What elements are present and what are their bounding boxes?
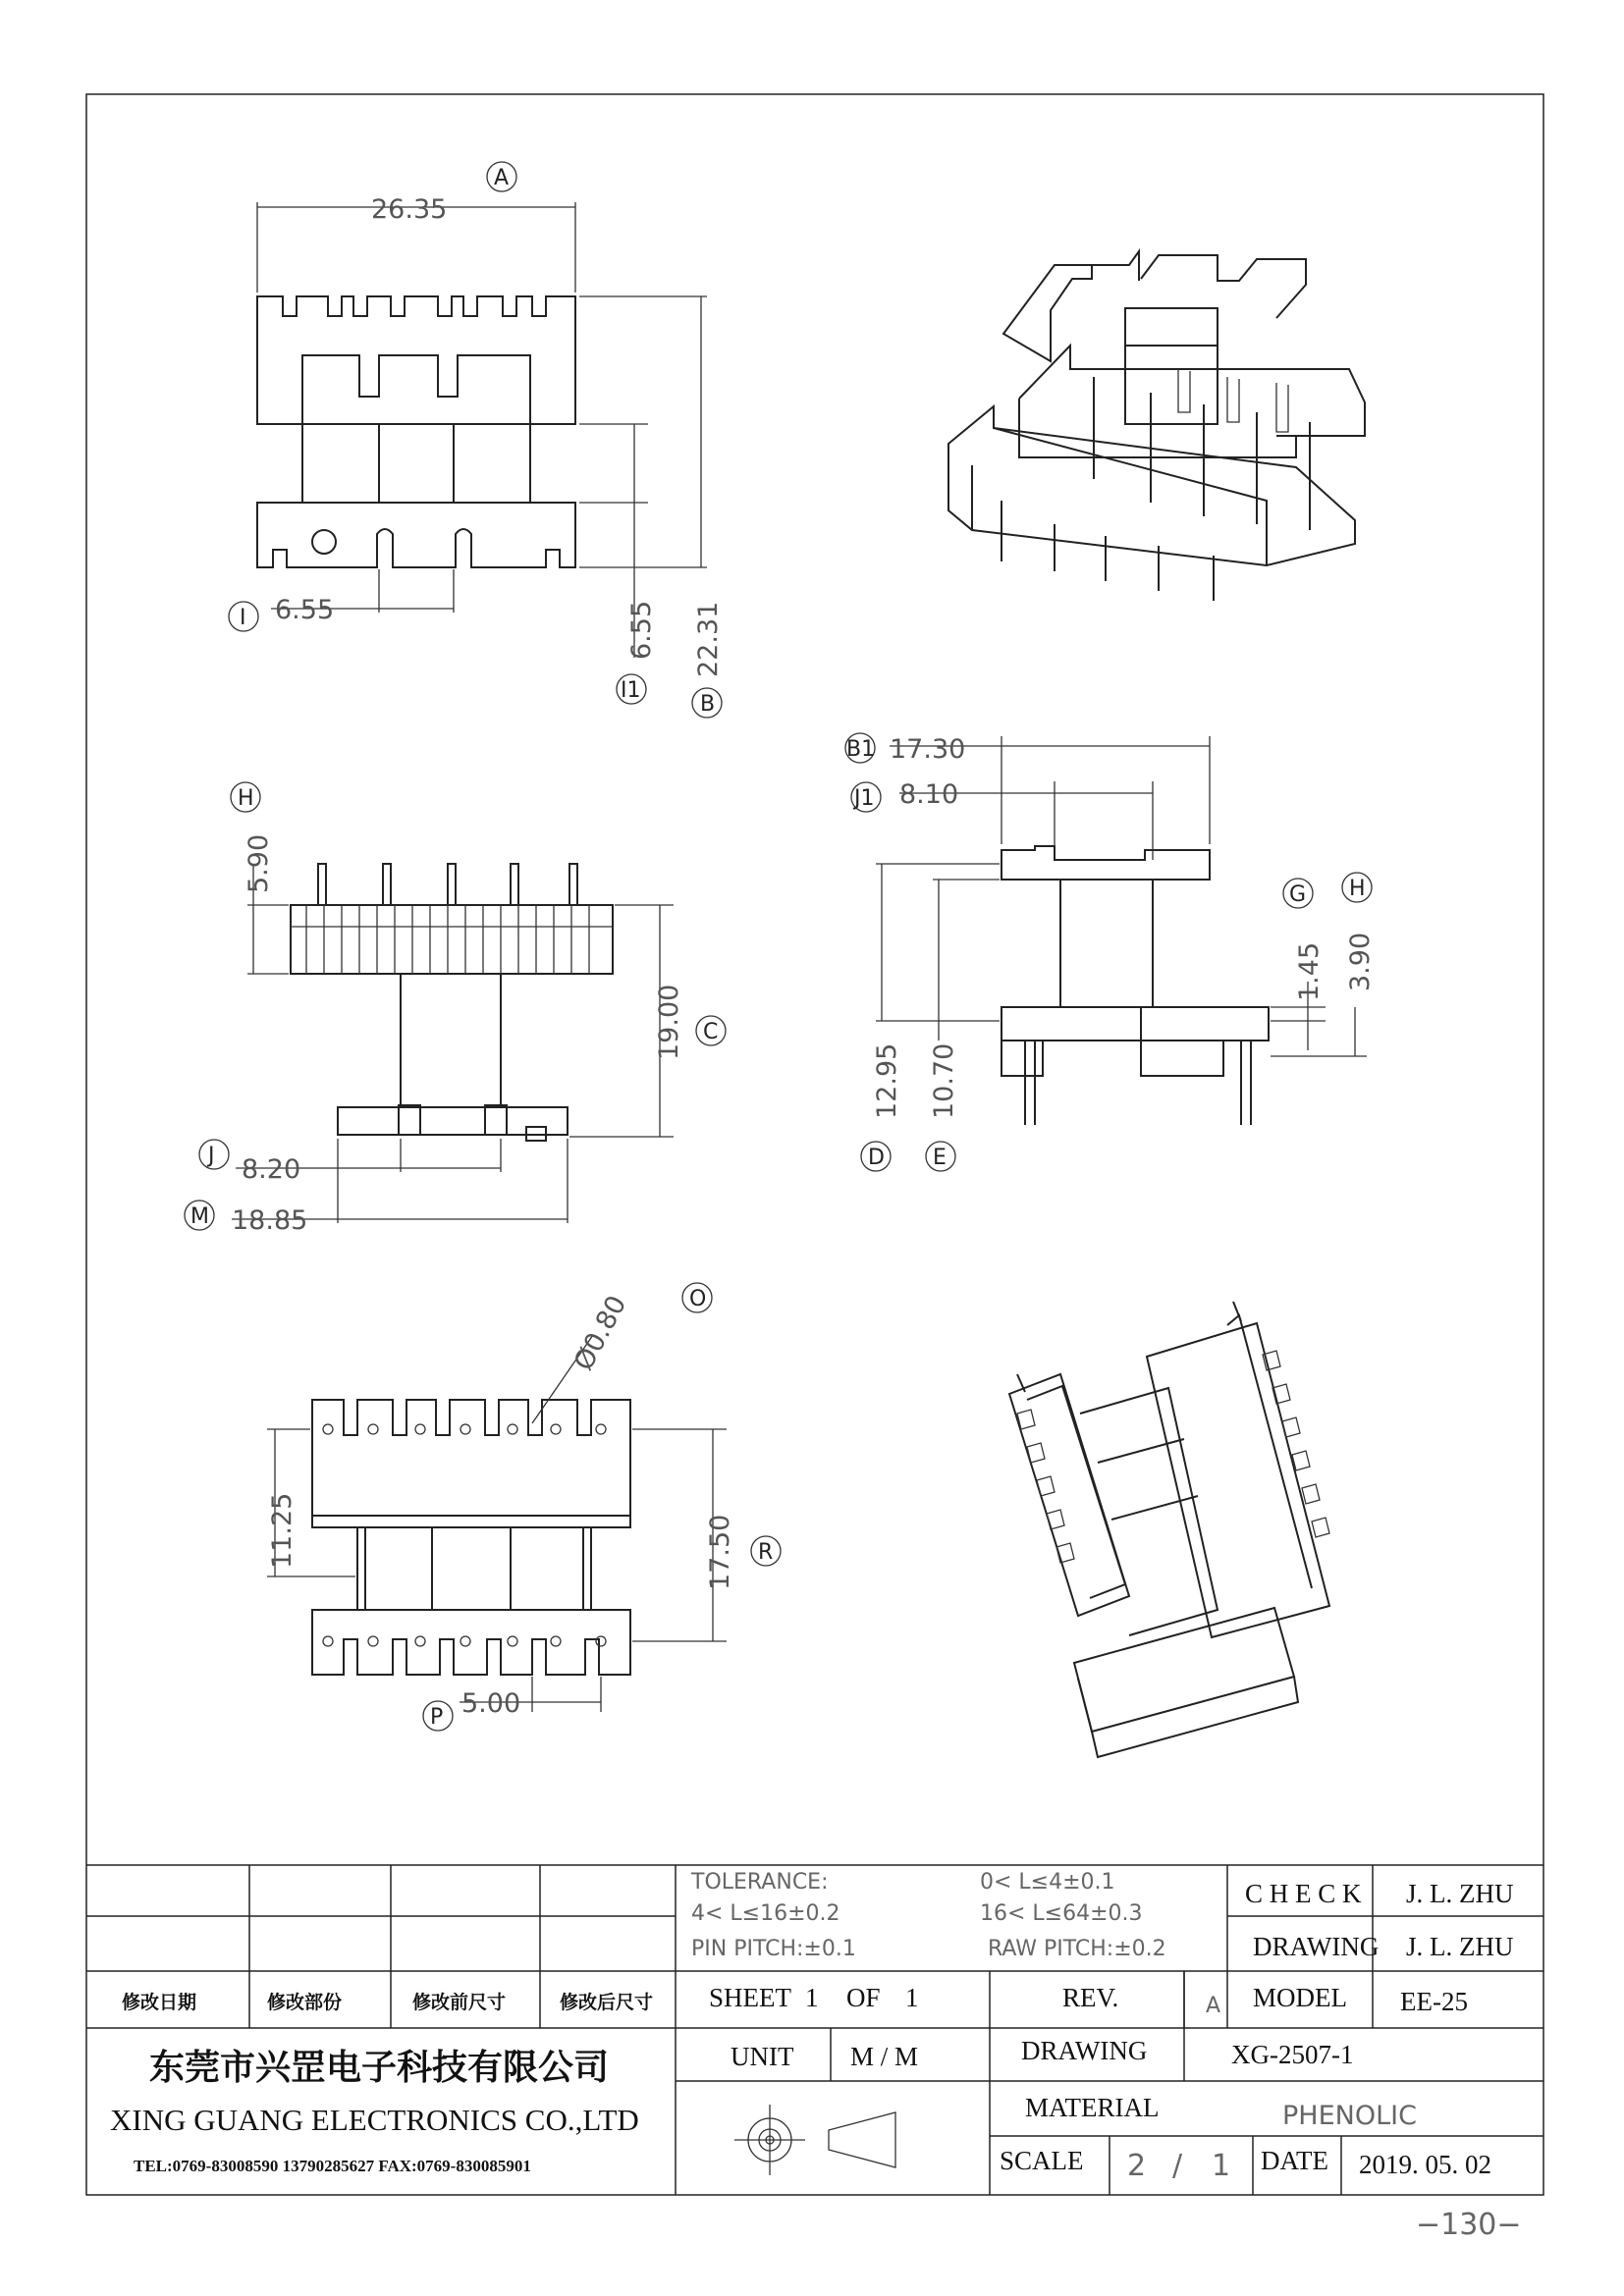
label-j1: J1: [854, 786, 875, 811]
label-a: A: [494, 166, 510, 190]
view-bottom: [267, 1283, 781, 1731]
label-b: B: [700, 692, 716, 717]
unit-value: M / M: [850, 2042, 919, 2071]
material-label: MATERIAL: [1025, 2093, 1160, 2122]
title-block: [86, 1865, 1543, 2195]
label-h2: H: [1349, 877, 1366, 901]
dim-b-value: 22.31: [693, 601, 724, 677]
drawing-by-value: J. L. ZHU: [1406, 1932, 1514, 1961]
label-i: I: [240, 606, 246, 630]
label-e: E: [933, 1146, 947, 1170]
check-value: J. L. ZHU: [1406, 1879, 1514, 1908]
label-h: H: [238, 786, 254, 811]
label-r: R: [758, 1540, 774, 1565]
label-p: P: [430, 1705, 444, 1730]
drawing-by-label: DRAWING: [1253, 1932, 1380, 1961]
dim-h2-value: 3.90: [1345, 932, 1376, 991]
rev-header-before: 修改前尺寸: [412, 1992, 507, 2013]
page-number: −130−: [1416, 2208, 1522, 2242]
raw-pitch: RAW PITCH:±0.2: [988, 1937, 1166, 1961]
pin-pitch: PIN PITCH:±0.1: [691, 1937, 856, 1961]
date-value: 2019. 05. 02: [1359, 2150, 1491, 2179]
dim-d-value: 12.95: [872, 1042, 902, 1119]
company-contact: TEL:0769-83008590 13790285627 FAX:0769-830085901: [134, 2157, 531, 2175]
dim-r-value: 17.50: [705, 1514, 735, 1590]
scale-separator: /: [1172, 2149, 1183, 2183]
tolerance-3: 16< L≤64±0.3: [980, 1901, 1143, 1926]
dim-q-value: 11.25: [267, 1492, 298, 1569]
dim-h-value: 5.90: [244, 833, 274, 893]
dim-j-value: 8.20: [242, 1154, 301, 1185]
dim-i-value: 6.55: [275, 595, 335, 625]
dim-m-value: 18.85: [232, 1205, 308, 1236]
model-value: EE-25: [1400, 1987, 1468, 2016]
scale-label: SCALE: [1000, 2146, 1084, 2175]
unit-label: UNIT: [731, 2042, 794, 2071]
view-isometric-1: [948, 251, 1365, 601]
dim-p-value: 5.00: [461, 1688, 521, 1719]
sheet-label: SHEET: [709, 1983, 791, 2012]
dim-b1-value: 17.30: [890, 734, 966, 765]
tolerance-title: TOLERANCE:: [691, 1870, 829, 1895]
view-side: [185, 782, 726, 1236]
model-label: MODEL: [1253, 1983, 1347, 2012]
material-value: PHENOLIC: [1282, 2101, 1417, 2131]
sheet-number: 1: [805, 1983, 819, 2012]
drawing-number-label: DRAWING: [1021, 2036, 1148, 2065]
view-front: [229, 162, 724, 718]
dim-c-value: 19.00: [654, 984, 684, 1060]
projection-symbol-icon: [734, 2105, 895, 2175]
label-b1: B1: [846, 737, 876, 762]
company-name-en: XING GUANG ELECTRONICS CO.,LTD: [110, 2103, 639, 2137]
drawing-number-value: XG-2507-1: [1231, 2040, 1354, 2069]
company-name-cn: 东莞市兴罡电子科技有限公司: [149, 2048, 610, 2088]
label-d: D: [868, 1146, 885, 1170]
check-label: C H E C K: [1245, 1879, 1362, 1908]
label-i1: I1: [621, 678, 641, 703]
tolerance-2: 4< L≤16±0.2: [691, 1901, 840, 1926]
dim-e-value: 10.70: [929, 1042, 959, 1119]
rev-header-after: 修改后尺寸: [560, 1992, 654, 2013]
scale-denominator: 1: [1212, 2149, 1231, 2183]
dim-o-value: Ø0.80: [568, 1290, 633, 1376]
scale-numerator: 2: [1127, 2149, 1147, 2183]
sheet-total: 1: [905, 1983, 919, 2012]
rev-value: A: [1206, 1994, 1221, 2018]
dim-i1-value: 6.55: [626, 600, 657, 660]
label-o: O: [689, 1287, 707, 1311]
rev-header-date: 修改日期: [122, 1992, 197, 2013]
label-m: M: [190, 1204, 209, 1229]
dim-g-value: 1.45: [1294, 941, 1325, 1001]
dim-a-value: 26.35: [371, 194, 448, 225]
sheet-of: OF: [846, 1983, 881, 2012]
label-g: G: [1289, 882, 1307, 907]
view-isometric-2: [1009, 1302, 1329, 1757]
label-j: J: [208, 1144, 215, 1168]
rev-label: REV.: [1062, 1983, 1119, 2012]
label-c: C: [703, 1020, 719, 1044]
view-end: [845, 733, 1376, 1171]
rev-header-part: 修改部份: [267, 1992, 343, 2013]
date-label: DATE: [1261, 2146, 1328, 2175]
dim-j1-value: 8.10: [899, 779, 959, 810]
tolerance-1: 0< L≤4±0.1: [980, 1870, 1115, 1895]
